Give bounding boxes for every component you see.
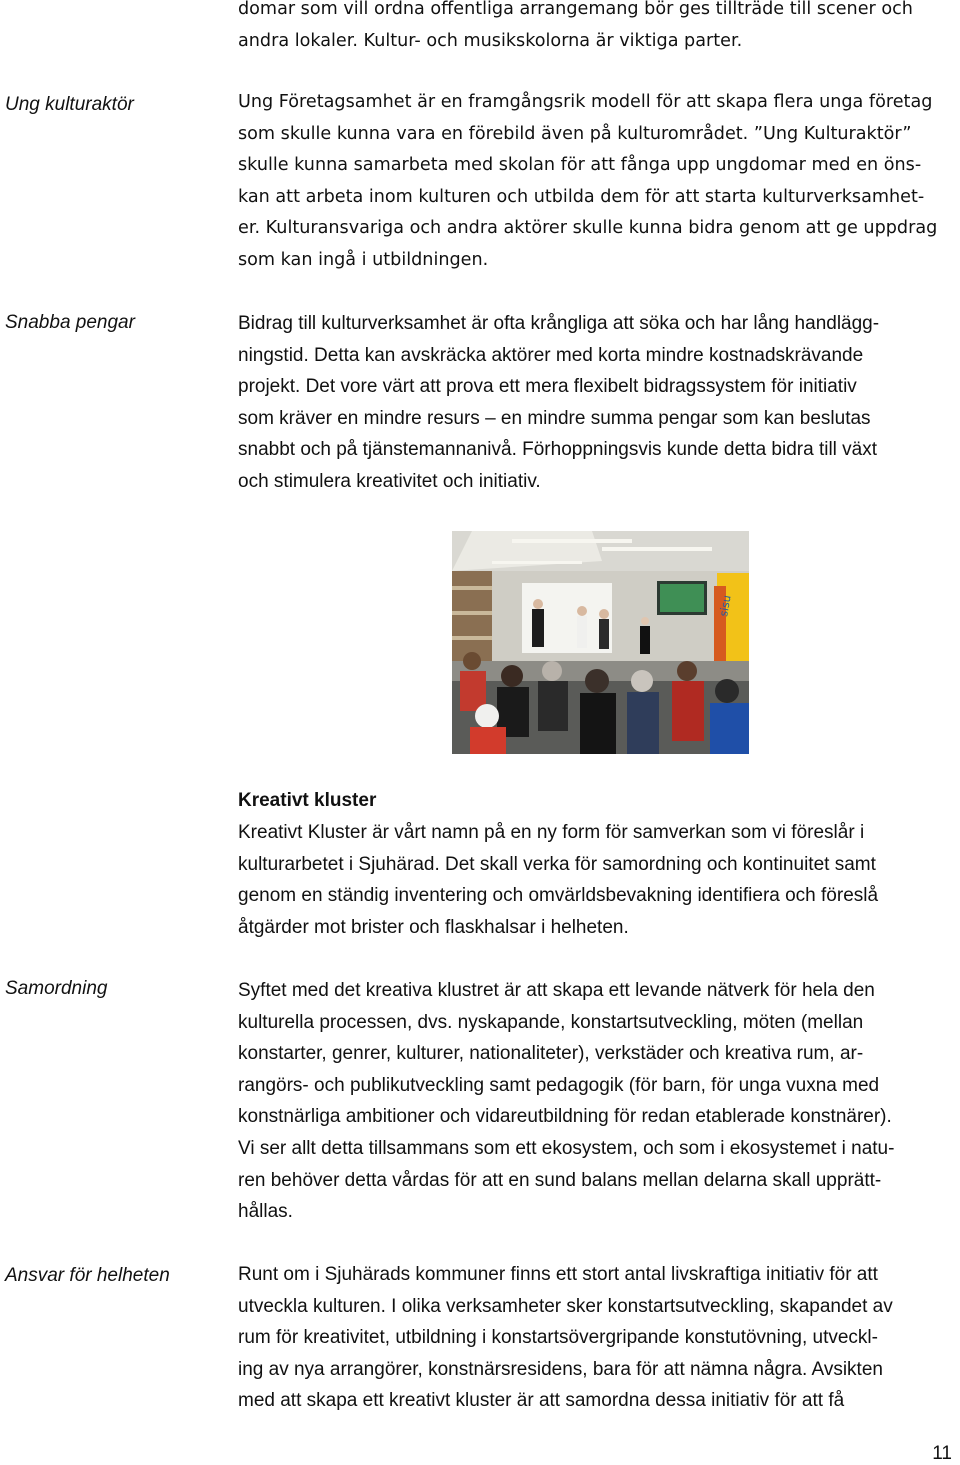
margin-label-samordning: Samordning — [5, 978, 108, 999]
text-line: Runt om i Sjuhärads kommuner finns ett stort antal livskraftiga initiativ för att — [238, 1264, 878, 1285]
page-number: 11 — [932, 1443, 952, 1464]
event-photo — [452, 531, 749, 754]
text-line: Ung Företagsamhet är en framgångsrik modell för att skapa flera unga företag — [238, 92, 933, 112]
section-heading-kreativt-kluster: Kreativt kluster — [238, 790, 377, 811]
text-line: hållas. — [238, 1201, 293, 1223]
text-line: som kan ingå i utbildningen. — [238, 249, 489, 270]
text-line: Vi ser allt detta tillsammans som ett ekosystem, och som i ekosystemet i natu- — [238, 1137, 895, 1159]
text-line: er. Kulturansvariga och andra aktörer skulle kunna bidra genom att ge uppdrag — [238, 218, 938, 239]
margin-label-snabba-pengar: Snabba pengar — [5, 312, 135, 333]
text-line: andra lokaler. Kultur- och musikskolorna är viktiga parter. — [238, 30, 743, 51]
text-line: Bidrag till kulturverksamhet är ofta krångliga att söka och har lång handlägg- — [238, 313, 880, 334]
text-line: skulle kunna samarbeta med skolan för att fånga upp ungdomar med en öns- — [238, 155, 922, 176]
text-line: konstnärliga ambitioner och vidareutbildning för redan etablerade konstnärer). — [238, 1106, 892, 1128]
text-line: domar som vill ordna offentliga arrangemang bör ges tillträde till scener och — [238, 0, 913, 19]
text-line: snabbt och på tjänstemannanivå. Förhoppningsvis kunde detta bidra till växt — [238, 439, 878, 461]
text-line: projekt. Det vore värt att prova ett mera flexibelt bidragssystem för initiativ — [238, 376, 857, 398]
text-line: med att skapa ett kreativt kluster är att samordna dessa initiativ för att få — [238, 1390, 845, 1412]
text-line: åtgärder mot brister och flaskhalsar i helheten. — [238, 916, 629, 938]
ung-kulturaktor-paragraph — [238, 87, 937, 277]
text-line: ing av nya arrangörer, konstnärsresidens, bara för att nämna några. Avsikten — [238, 1358, 883, 1380]
text-line: rum för kreativitet, utbildning i konstartsövergripande konstutövning, utveckl- — [238, 1327, 878, 1349]
kreativt-kluster-paragraph — [238, 817, 878, 943]
margin-label-ansvar-for-helheten: Ansvar för helheten — [5, 1265, 170, 1286]
text-line: och stimulera kreativitet och initiativ. — [238, 470, 541, 492]
text-line: rangörs- och publikutveckling samt pedagogik (för barn, för unga vuxna med — [238, 1074, 880, 1096]
text-line: som skulle kunna vara en förebild även på kulturområdet. ”Ung Kulturaktör” — [238, 123, 912, 144]
text-line: kan att arbeta inom kulturen och utbilda dem för att starta kulturverksamhet- — [238, 186, 925, 207]
text-line: som kräver en mindre resurs – en mindre summa pengar som kan beslutas — [238, 407, 871, 429]
sisu-logo-text: sisu — [717, 594, 734, 618]
margin-label-ung-kulturaktor: Ung kulturaktör — [5, 94, 134, 115]
snabba-pengar-paragraph — [238, 308, 879, 498]
text-line: kulturarbetet i Sjuhärad. Det skall verka för samordning och kontinuitet samt — [238, 853, 876, 875]
ansvar-paragraph — [238, 1259, 893, 1417]
text-line: ningstid. Detta kan avskräcka aktörer med korta mindre kostnadskrävande — [238, 344, 864, 366]
text-line: Kreativt Kluster är vårt namn på en ny form för samverkan som vi föreslår i — [238, 822, 865, 843]
text-line: konstarter, genrer, kulturer, nationaliteter), verkstäder och kreativa rum, ar- — [238, 1043, 864, 1065]
intro-paragraph — [238, 0, 913, 57]
event-photo-illustration — [452, 531, 749, 754]
samordning-paragraph — [238, 975, 894, 1228]
text-line: kulturella processen, dvs. nyskapande, konstartsutveckling, möten (mellan — [238, 1011, 864, 1033]
text-line: genom en ständig inventering och omvärldsbevakning identifiera och föreslå — [238, 885, 879, 907]
text-line: ren behöver detta vårdas för att en sund balans mellan delarna skall upprätt- — [238, 1169, 882, 1191]
text-line: Syftet med det kreativa klustret är att skapa ett levande nätverk för hela den — [238, 980, 875, 1001]
text-line: utveckla kulturen. I olika verksamheter sker konstartsutveckling, skapandet av — [238, 1295, 893, 1317]
